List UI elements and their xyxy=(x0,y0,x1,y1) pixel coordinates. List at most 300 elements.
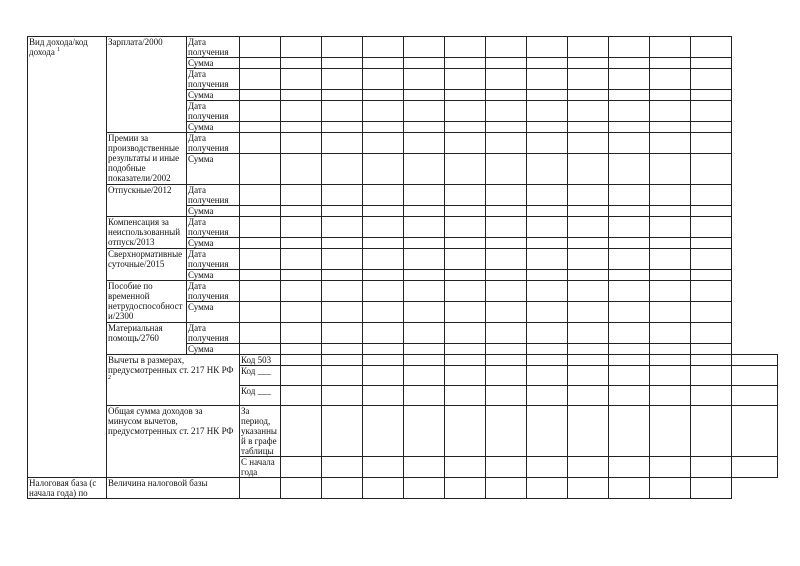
value-cell[interactable] xyxy=(527,69,568,90)
value-cell[interactable] xyxy=(650,355,691,366)
value-cell[interactable] xyxy=(240,281,281,302)
value-cell[interactable] xyxy=(527,122,568,133)
value-cell[interactable] xyxy=(568,217,609,238)
value-cell[interactable] xyxy=(486,366,527,386)
value-cell[interactable] xyxy=(445,238,486,249)
income-table xyxy=(27,36,778,499)
value-cell[interactable] xyxy=(445,101,486,122)
value-cell[interactable] xyxy=(568,90,609,101)
value-cell[interactable] xyxy=(527,154,568,185)
value-cell[interactable] xyxy=(240,185,281,206)
value-cell[interactable] xyxy=(322,206,363,217)
value-cell[interactable] xyxy=(486,133,527,154)
value-cell[interactable] xyxy=(609,457,650,478)
value-cell[interactable] xyxy=(568,478,609,499)
value-cell[interactable] xyxy=(691,206,732,217)
value-cell[interactable] xyxy=(240,58,281,69)
value-cell[interactable] xyxy=(281,122,322,133)
value-cell[interactable] xyxy=(445,122,486,133)
value-cell[interactable] xyxy=(445,90,486,101)
value-cell[interactable] xyxy=(404,154,445,185)
value-cell[interactable] xyxy=(527,323,568,344)
value-cell[interactable] xyxy=(568,133,609,154)
value-cell[interactable] xyxy=(650,323,691,344)
table-row xyxy=(28,281,778,302)
value-cell[interactable] xyxy=(527,270,568,281)
value-cell[interactable] xyxy=(609,270,650,281)
value-cell[interactable] xyxy=(281,206,322,217)
value-cell[interactable] xyxy=(404,133,445,154)
value-cell[interactable] xyxy=(322,386,363,406)
value-cell[interactable] xyxy=(609,355,650,366)
value-cell[interactable] xyxy=(732,457,778,478)
value-cell[interactable] xyxy=(445,249,486,270)
value-cell[interactable] xyxy=(486,217,527,238)
value-cell[interactable] xyxy=(486,58,527,69)
value-cell[interactable] xyxy=(240,302,281,323)
value-cell[interactable] xyxy=(322,323,363,344)
value-cell[interactable] xyxy=(363,386,404,406)
value-cell[interactable] xyxy=(609,323,650,344)
value-cell[interactable] xyxy=(445,281,486,302)
value-cell[interactable] xyxy=(445,270,486,281)
value-cell[interactable] xyxy=(404,122,445,133)
value-cell[interactable] xyxy=(322,185,363,206)
value-cell[interactable] xyxy=(650,478,691,499)
value-cell[interactable] xyxy=(404,457,445,478)
value-cell[interactable] xyxy=(609,185,650,206)
value-cell[interactable] xyxy=(404,185,445,206)
value-cell[interactable] xyxy=(445,478,486,499)
value-cell[interactable] xyxy=(486,355,527,366)
value-cell[interactable] xyxy=(404,281,445,302)
value-cell[interactable] xyxy=(527,406,568,457)
value-cell[interactable] xyxy=(363,37,404,58)
value-cell[interactable] xyxy=(486,122,527,133)
value-cell[interactable] xyxy=(609,386,650,406)
value-cell[interactable] xyxy=(691,366,732,386)
value-cell[interactable] xyxy=(281,238,322,249)
value-cell[interactable] xyxy=(732,386,778,406)
value-cell[interactable] xyxy=(527,58,568,69)
value-cell[interactable] xyxy=(404,344,445,355)
value-cell[interactable] xyxy=(527,37,568,58)
deduction-code: Код 503 xyxy=(240,355,281,366)
value-cell[interactable] xyxy=(650,90,691,101)
value-cell[interactable] xyxy=(650,133,691,154)
value-cell[interactable] xyxy=(404,238,445,249)
value-cell[interactable] xyxy=(363,133,404,154)
value-cell[interactable] xyxy=(609,154,650,185)
value-cell[interactable] xyxy=(568,270,609,281)
value-cell[interactable] xyxy=(322,406,363,457)
value-cell[interactable] xyxy=(281,37,322,58)
value-cell[interactable] xyxy=(404,366,445,386)
value-cell[interactable] xyxy=(322,101,363,122)
value-cell[interactable] xyxy=(445,386,486,406)
value-cell[interactable] xyxy=(691,69,732,90)
table-row xyxy=(28,478,778,499)
value-cell[interactable] xyxy=(650,69,691,90)
value-cell[interactable] xyxy=(281,69,322,90)
value-cell[interactable] xyxy=(650,386,691,406)
value-cell[interactable] xyxy=(568,323,609,344)
value-cell[interactable] xyxy=(240,101,281,122)
value-cell[interactable] xyxy=(404,270,445,281)
value-cell[interactable] xyxy=(240,206,281,217)
value-cell[interactable] xyxy=(568,355,609,366)
value-cell[interactable] xyxy=(609,206,650,217)
value-cell[interactable] xyxy=(240,323,281,344)
value-cell[interactable] xyxy=(445,37,486,58)
value-cell[interactable] xyxy=(404,58,445,69)
value-cell[interactable] xyxy=(527,90,568,101)
value-cell[interactable] xyxy=(527,302,568,323)
value-cell[interactable] xyxy=(486,206,527,217)
value-cell[interactable] xyxy=(527,217,568,238)
value-cell[interactable] xyxy=(527,133,568,154)
value-cell[interactable] xyxy=(691,302,732,323)
value-cell[interactable] xyxy=(609,37,650,58)
value-cell[interactable] xyxy=(691,217,732,238)
value-cell[interactable] xyxy=(609,133,650,154)
value-cell[interactable] xyxy=(404,323,445,344)
value-cell[interactable] xyxy=(363,302,404,323)
date-label: Дата получения xyxy=(187,281,240,302)
value-cell[interactable] xyxy=(486,185,527,206)
value-cell[interactable] xyxy=(691,101,732,122)
value-cell[interactable] xyxy=(691,406,732,457)
value-cell[interactable] xyxy=(281,302,322,323)
value-cell[interactable] xyxy=(568,185,609,206)
value-cell[interactable] xyxy=(691,270,732,281)
value-cell[interactable] xyxy=(609,302,650,323)
value-cell[interactable] xyxy=(363,406,404,457)
value-cell[interactable] xyxy=(281,185,322,206)
value-cell[interactable] xyxy=(527,355,568,366)
sum-label: Сумма xyxy=(187,58,240,69)
value-cell[interactable] xyxy=(609,122,650,133)
value-cell[interactable] xyxy=(322,249,363,270)
value-cell[interactable] xyxy=(650,366,691,386)
value-cell[interactable] xyxy=(650,37,691,58)
value-cell[interactable] xyxy=(650,344,691,355)
value-cell[interactable] xyxy=(322,281,363,302)
value-cell[interactable] xyxy=(281,281,322,302)
value-cell[interactable] xyxy=(568,457,609,478)
value-cell[interactable] xyxy=(445,133,486,154)
value-cell[interactable] xyxy=(732,355,778,366)
value-cell[interactable] xyxy=(691,281,732,302)
value-cell[interactable] xyxy=(486,302,527,323)
value-cell[interactable] xyxy=(732,366,778,386)
value-cell[interactable] xyxy=(568,344,609,355)
value-cell[interactable] xyxy=(527,386,568,406)
value-cell[interactable] xyxy=(568,281,609,302)
value-cell[interactable] xyxy=(650,270,691,281)
value-cell[interactable] xyxy=(486,101,527,122)
value-cell[interactable] xyxy=(322,37,363,58)
value-cell[interactable] xyxy=(363,122,404,133)
value-cell[interactable] xyxy=(445,406,486,457)
value-cell[interactable] xyxy=(281,101,322,122)
value-cell[interactable] xyxy=(240,478,281,499)
value-cell[interactable] xyxy=(322,478,363,499)
value-cell[interactable] xyxy=(445,154,486,185)
value-cell[interactable] xyxy=(281,133,322,154)
value-cell[interactable] xyxy=(568,206,609,217)
value-cell[interactable] xyxy=(404,386,445,406)
value-cell[interactable] xyxy=(445,185,486,206)
value-cell[interactable] xyxy=(322,154,363,185)
value-cell[interactable] xyxy=(527,457,568,478)
value-cell[interactable] xyxy=(404,69,445,90)
value-cell[interactable] xyxy=(609,69,650,90)
value-cell[interactable] xyxy=(281,406,322,457)
value-cell[interactable] xyxy=(445,58,486,69)
value-cell[interactable] xyxy=(650,457,691,478)
value-cell[interactable] xyxy=(527,366,568,386)
value-cell[interactable] xyxy=(240,69,281,90)
value-cell[interactable] xyxy=(404,249,445,270)
value-cell[interactable] xyxy=(363,457,404,478)
value-cell[interactable] xyxy=(527,344,568,355)
value-cell[interactable] xyxy=(363,249,404,270)
value-cell[interactable] xyxy=(568,238,609,249)
value-cell[interactable] xyxy=(527,101,568,122)
value-cell[interactable] xyxy=(445,206,486,217)
income-group-name: Сверхнормативные суточные/2015 xyxy=(107,249,187,281)
value-cell[interactable] xyxy=(240,270,281,281)
value-cell[interactable] xyxy=(609,217,650,238)
value-cell[interactable] xyxy=(486,281,527,302)
value-cell[interactable] xyxy=(240,154,281,185)
value-cell[interactable] xyxy=(568,154,609,185)
value-cell[interactable] xyxy=(281,217,322,238)
value-cell[interactable] xyxy=(363,58,404,69)
value-cell[interactable] xyxy=(486,386,527,406)
value-cell[interactable] xyxy=(404,478,445,499)
date-label: Дата получения xyxy=(187,69,240,90)
value-cell[interactable] xyxy=(240,344,281,355)
value-cell[interactable] xyxy=(240,249,281,270)
value-cell[interactable] xyxy=(445,323,486,344)
value-cell[interactable] xyxy=(363,217,404,238)
value-cell[interactable] xyxy=(568,58,609,69)
value-cell[interactable] xyxy=(609,249,650,270)
value-cell[interactable] xyxy=(691,344,732,355)
value-cell[interactable] xyxy=(404,37,445,58)
value-cell[interactable] xyxy=(486,406,527,457)
value-cell[interactable] xyxy=(363,323,404,344)
value-cell[interactable] xyxy=(404,406,445,457)
value-cell[interactable] xyxy=(322,122,363,133)
value-cell[interactable] xyxy=(322,238,363,249)
value-cell[interactable] xyxy=(732,406,778,457)
value-cell[interactable] xyxy=(650,249,691,270)
value-cell[interactable] xyxy=(486,344,527,355)
value-cell[interactable] xyxy=(363,355,404,366)
value-cell[interactable] xyxy=(609,58,650,69)
value-cell[interactable] xyxy=(281,270,322,281)
value-cell[interactable] xyxy=(691,37,732,58)
value-cell[interactable] xyxy=(281,355,322,366)
value-cell[interactable] xyxy=(609,281,650,302)
value-cell[interactable] xyxy=(691,323,732,344)
value-cell[interactable] xyxy=(486,238,527,249)
value-cell[interactable] xyxy=(568,37,609,58)
value-cell[interactable] xyxy=(322,355,363,366)
value-cell[interactable] xyxy=(691,249,732,270)
value-cell[interactable] xyxy=(486,90,527,101)
value-cell[interactable] xyxy=(527,185,568,206)
value-cell[interactable] xyxy=(486,323,527,344)
value-cell[interactable] xyxy=(691,185,732,206)
value-cell[interactable] xyxy=(691,122,732,133)
value-cell[interactable] xyxy=(445,217,486,238)
value-cell[interactable] xyxy=(322,133,363,154)
value-cell[interactable] xyxy=(568,249,609,270)
value-cell[interactable] xyxy=(281,58,322,69)
value-cell[interactable] xyxy=(281,90,322,101)
value-cell[interactable] xyxy=(281,154,322,185)
value-cell[interactable] xyxy=(281,366,322,386)
value-cell[interactable] xyxy=(404,302,445,323)
value-cell[interactable] xyxy=(609,101,650,122)
value-cell[interactable] xyxy=(527,206,568,217)
value-cell[interactable] xyxy=(691,58,732,69)
value-cell[interactable] xyxy=(363,154,404,185)
value-cell[interactable] xyxy=(404,206,445,217)
value-cell[interactable] xyxy=(650,58,691,69)
value-cell[interactable] xyxy=(445,457,486,478)
value-cell[interactable] xyxy=(691,355,732,366)
value-cell[interactable] xyxy=(404,101,445,122)
value-cell[interactable] xyxy=(486,69,527,90)
value-cell[interactable] xyxy=(240,122,281,133)
value-cell[interactable] xyxy=(486,154,527,185)
tax-base-value-label: Величина налоговой базы xyxy=(107,478,240,499)
value-cell[interactable] xyxy=(527,249,568,270)
value-cell[interactable] xyxy=(281,457,322,478)
value-cell[interactable] xyxy=(404,355,445,366)
value-cell[interactable] xyxy=(281,323,322,344)
value-cell[interactable] xyxy=(568,69,609,90)
value-cell[interactable] xyxy=(691,457,732,478)
value-cell[interactable] xyxy=(322,90,363,101)
value-cell[interactable] xyxy=(322,457,363,478)
value-cell[interactable] xyxy=(240,90,281,101)
footnote-marker: 2 xyxy=(108,375,111,381)
value-cell[interactable] xyxy=(568,101,609,122)
value-cell[interactable] xyxy=(363,270,404,281)
value-cell[interactable] xyxy=(609,90,650,101)
value-cell[interactable] xyxy=(486,457,527,478)
value-cell[interactable] xyxy=(650,154,691,185)
value-cell[interactable] xyxy=(322,344,363,355)
value-cell[interactable] xyxy=(322,270,363,281)
value-cell[interactable] xyxy=(650,302,691,323)
value-cell[interactable] xyxy=(363,206,404,217)
value-cell[interactable] xyxy=(691,154,732,185)
value-cell[interactable] xyxy=(486,478,527,499)
value-cell[interactable] xyxy=(486,37,527,58)
value-cell[interactable] xyxy=(568,386,609,406)
value-cell[interactable] xyxy=(240,133,281,154)
value-cell[interactable] xyxy=(363,238,404,249)
value-cell[interactable] xyxy=(691,478,732,499)
value-cell[interactable] xyxy=(691,90,732,101)
value-cell[interactable] xyxy=(240,238,281,249)
value-cell[interactable] xyxy=(322,69,363,90)
value-cell[interactable] xyxy=(609,366,650,386)
value-cell[interactable] xyxy=(609,478,650,499)
value-cell[interactable] xyxy=(363,281,404,302)
value-cell[interactable] xyxy=(322,302,363,323)
value-cell[interactable] xyxy=(363,69,404,90)
value-cell[interactable] xyxy=(650,406,691,457)
value-cell[interactable] xyxy=(568,302,609,323)
value-cell[interactable] xyxy=(527,238,568,249)
deductions-label: Вычеты в размерах, предусмотренных ст. 217 НК РФ xyxy=(108,355,234,375)
value-cell[interactable] xyxy=(445,302,486,323)
value-cell[interactable] xyxy=(650,101,691,122)
value-cell[interactable] xyxy=(363,344,404,355)
value-cell[interactable] xyxy=(363,90,404,101)
value-cell[interactable] xyxy=(691,133,732,154)
value-cell[interactable] xyxy=(650,122,691,133)
value-cell[interactable] xyxy=(322,217,363,238)
value-cell[interactable] xyxy=(240,217,281,238)
value-cell[interactable] xyxy=(281,249,322,270)
value-cell[interactable] xyxy=(568,366,609,386)
value-cell[interactable] xyxy=(527,281,568,302)
value-cell[interactable] xyxy=(650,217,691,238)
value-cell[interactable] xyxy=(363,366,404,386)
value-cell[interactable] xyxy=(322,58,363,69)
value-cell[interactable] xyxy=(650,206,691,217)
value-cell[interactable] xyxy=(281,386,322,406)
value-cell[interactable] xyxy=(445,355,486,366)
date-label: Дата получения xyxy=(187,185,240,206)
value-cell[interactable] xyxy=(691,386,732,406)
value-cell[interactable] xyxy=(609,238,650,249)
value-cell[interactable] xyxy=(363,185,404,206)
value-cell[interactable] xyxy=(486,270,527,281)
value-cell[interactable] xyxy=(650,238,691,249)
value-cell[interactable] xyxy=(240,37,281,58)
value-cell[interactable] xyxy=(281,344,322,355)
value-cell[interactable] xyxy=(445,344,486,355)
value-cell[interactable] xyxy=(527,478,568,499)
value-cell[interactable] xyxy=(568,122,609,133)
value-cell[interactable] xyxy=(363,478,404,499)
value-cell[interactable] xyxy=(609,344,650,355)
value-cell[interactable] xyxy=(322,366,363,386)
value-cell[interactable] xyxy=(281,478,322,499)
value-cell[interactable] xyxy=(650,281,691,302)
value-cell[interactable] xyxy=(363,101,404,122)
value-cell[interactable] xyxy=(404,90,445,101)
value-cell[interactable] xyxy=(404,217,445,238)
value-cell[interactable] xyxy=(445,366,486,386)
value-cell[interactable] xyxy=(568,406,609,457)
value-cell[interactable] xyxy=(609,406,650,457)
value-cell[interactable] xyxy=(650,185,691,206)
value-cell[interactable] xyxy=(691,238,732,249)
value-cell[interactable] xyxy=(445,69,486,90)
value-cell[interactable] xyxy=(486,249,527,270)
